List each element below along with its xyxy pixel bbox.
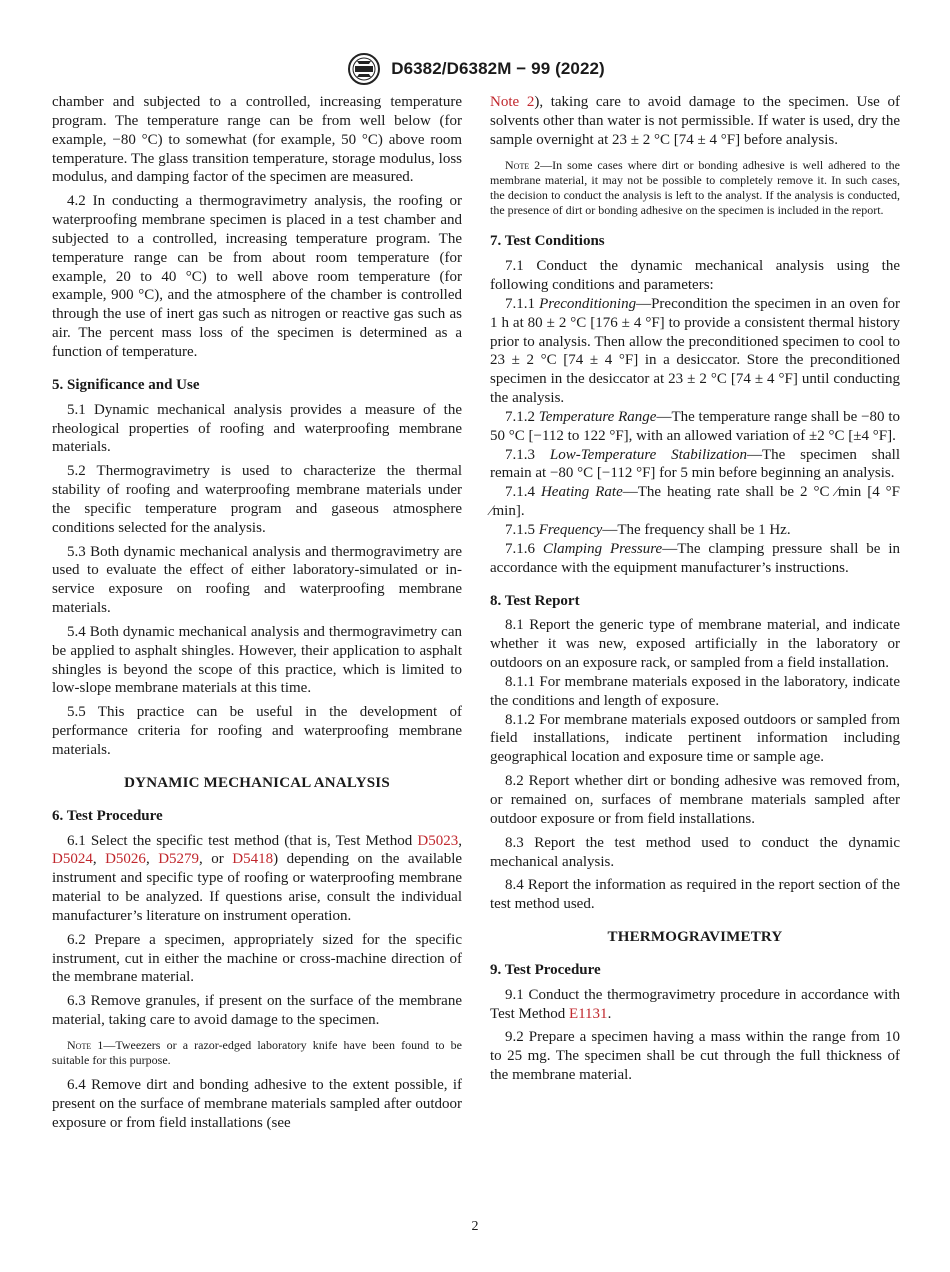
- section-7-heading: 7. Test Conditions: [490, 233, 605, 250]
- link-note-2[interactable]: Note 2: [490, 94, 535, 110]
- right-column: [490, 93, 900, 1090]
- paragraph-4-1-continued: chamber and subjected to a controlled, increasing temperature program. The temperature range can be from well below (for example, −80 °C) to somewhat (for example, 50 °C) above room temperature. The glass transition temperature, storage modulus, loss modulus, and damping factor of the specimen are measured.: [52, 94, 462, 186]
- section-5-heading: 5. Significance and Use: [52, 376, 200, 393]
- paragraph-9-1: 9.1 Conduct the thermogravimetry procedure in accordance with Test Method E1131.: [490, 986, 900, 1022]
- paragraph-8-1-1: 8.1.1 For membrane materials exposed in the laboratory, indicate the conditions and length of exposure.: [490, 673, 900, 709]
- paragraph-7-1-4: 7.1.4 Heating Rate—The heating rate shall be 2 °C ⁄min [4 °F ⁄min].: [490, 484, 900, 520]
- paragraph-7-1-6: 7.1.6 Clamping Pressure—The clamping pressure shall be in accordance with the equipment manufacturer’s instructions.: [490, 540, 900, 576]
- paragraph-6-2: 6.2 Prepare a specimen, appropriately sized for the specific instrument, cut in either the machine or cross-machine direction of the membrane material.: [52, 931, 462, 986]
- paragraph-8-3: 8.3 Report the test method used to conduct the dynamic mechanical analysis.: [490, 834, 900, 870]
- standard-designation: D6382/D6382M − 99 (2022): [391, 59, 605, 78]
- paragraph-7-1-1: 7.1.1 Preconditioning—Precondition the specimen in an oven for 1 h at 80 ± 2 °C [176 ± 4 °F] to provide a consistent thermal history prior to analysis. Then allow the preconditioned specimen to cool to 23 ± 2 °C [74 ± 4 °F] in a desiccator. Store the preconditioned specimen in the desiccator at 23 ± 2 °C [74 ± 4 °F] until conducting the analysis.: [490, 295, 900, 407]
- paragraph-7-1-3: 7.1.3 Low-Temperature Stabilization—The specimen shall remain at −80 °C [−112 °F] for 5 min before beginning an analysis.: [490, 446, 901, 482]
- dma-heading: DYNAMIC MECHANICAL ANALYSIS: [124, 774, 390, 791]
- astm-logo-icon: [345, 52, 383, 86]
- left-column: [52, 93, 462, 1138]
- paragraph-7-1: 7.1 Conduct the dynamic mechanical analysis using the following conditions and parameters:: [490, 258, 900, 294]
- paragraph-6-4-continued: Note 2), taking care to avoid damage to the specimen. Use of solvents other than water is not permissible. If water is used, dry the sample overnight at 23 ± 2 °C [74 ± 4 °F] before analysis.: [490, 94, 900, 148]
- paragraph-6-3: 6.3 Remove granules, if present on the surface of the membrane material, taking care to avoid damage to the specimen.: [52, 993, 462, 1029]
- paragraph-8-4: 8.4 Report the information as required in the report section of the test method used.: [490, 877, 900, 913]
- paragraph-8-2: 8.2 Report whether dirt or bonding adhesive was removed from, or remained on, surfaces of membrane materials sampled after outdoor exposure or from field installations.: [490, 773, 900, 827]
- thermogravimetry-heading: THERMOGRAVIMETRY: [607, 929, 783, 946]
- link-e1131[interactable]: E1131: [568, 1005, 608, 1022]
- paragraph-9-2: 9.2 Prepare a specimen having a mass within the range from 10 to 25 mg. The specimen shall be cut through the full thickness of the membrane material.: [490, 1029, 900, 1084]
- paragraph-5-1: 5.1 Dynamic mechanical analysis provides a measure of the rheological properties of roofing and waterproofing membrane materials.: [52, 401, 462, 456]
- note-1: Note 1—Tweezers or a razor-edged laboratory knife have been found to be suitable for this purpose.: [52, 1037, 462, 1068]
- paragraph-5-5: 5.5 This practice can be useful in the development of performance criteria for roofing and waterproofing membrane materials.: [52, 704, 462, 758]
- paragraph-7-1-5: 7.1.5 Frequency—The frequency shall be 1 Hz.: [505, 522, 791, 538]
- section-6-heading: 6. Test Procedure: [52, 807, 163, 824]
- link-d5279[interactable]: D5279: [158, 851, 200, 868]
- paragraph-8-1-2: 8.1.2 For membrane materials exposed outdoors or sampled from field installations, indicate pertinent information including geographical location and exposure time or sample age.: [490, 711, 900, 766]
- paragraph-5-3: 5.3 Both dynamic mechanical analysis and thermogravimetry are used to evaluate the effect of either laboratory-simulated or in-service exposure on roofing and waterproofing membrane materials.: [52, 543, 462, 617]
- paragraph-6-4: 6.4 Remove dirt and bonding adhesive to the extent possible, if present on the surface of membrane materials sampled after outdoor exposure or from field installations (see: [52, 1077, 462, 1132]
- link-d5023[interactable]: D5023: [417, 832, 459, 849]
- paragraph-8-1: 8.1 Report the generic type of membrane material, and indicate whether it was new, exposed artificially in the laboratory or outdoors on an exposure rack, or sampled from a field installation.: [490, 617, 900, 672]
- link-d5024[interactable]: D5024: [52, 851, 93, 868]
- section-8-heading: 8. Test Report: [490, 592, 580, 609]
- note-2: Note 2—In some cases where dirt or bonding adhesive is well adhered to the membrane material, it may not be possible to completely remove it. In such cases, the decision to conduct the analysis is left to the analyst. If the analysis is conducted, the presence of dirt or bonding adhesive on the specimen is included in the report.: [490, 157, 900, 218]
- paragraph-5-2: 5.2 Thermogravimetry is used to characterize the thermal stability of roofing and waterproofing membrane materials under the specific temperature program and gaseous atmosphere conditions selected for the analysis.: [52, 463, 462, 536]
- paragraph-7-1-2: 7.1.2 Temperature Range—The temperature range shall be −80 to 50 °C [−112 to 122 °F], with an allowed variation of ±2 °C [±4 °F].: [490, 408, 900, 444]
- section-9-heading: 9. Test Procedure: [490, 961, 601, 978]
- link-d5418[interactable]: D5418: [232, 851, 274, 868]
- page-header: [0, 52, 950, 86]
- page-number: 2: [471, 1219, 479, 1234]
- paragraph-4-2: 4.2 In conducting a thermogravimetry analysis, the roofing or waterproofing membrane specimen is placed in a test chamber and subjected to a controlled, increasing temperature program. The temperature range can be from about room temperature (for example, 20 to 40 °C) to well above room temperature (for example, 900 °C), and the atmosphere of the chamber is controlled through the use of inert gas such as nitrogen or reactive gas such as air. The percent mass loss of the specimen is determined as a function of temperature.: [52, 193, 462, 360]
- paragraph-6-1: 6.1 Select the specific test method (that is, Test Method D5023, D5024, D5026, D5279, or D5418) depending on the available instrument and specific type of roofing or waterproofing membrane material to be analyzed. If questions arise, consult the individual manufacturer’s literature on instrument operation.: [52, 832, 463, 924]
- paragraph-5-4: 5.4 Both dynamic mechanical analysis and thermogravimetry can be applied to asphalt shingles. However, their application to asphalt shingles is beyond the scope of this practice, which is limited to low-slope membrane materials at this time.: [52, 623, 462, 697]
- link-d5026[interactable]: D5026: [105, 851, 146, 868]
